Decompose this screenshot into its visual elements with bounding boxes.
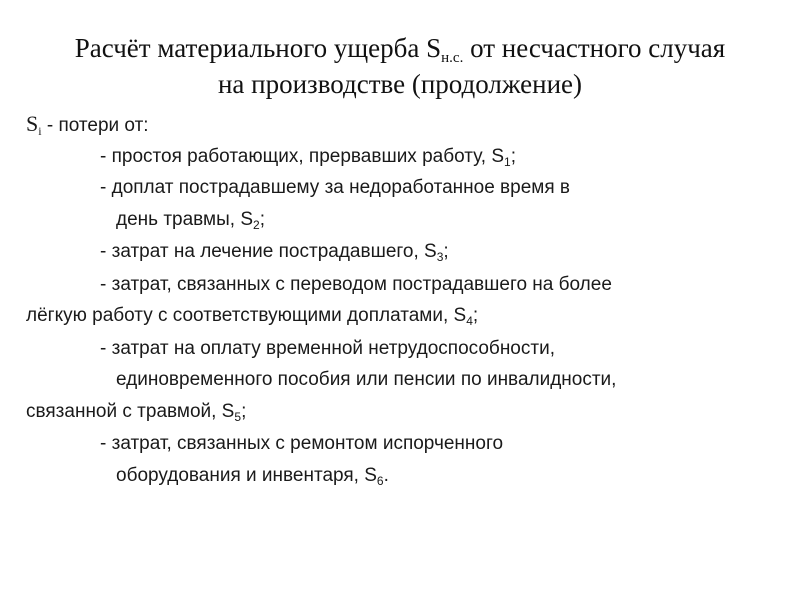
item-2-text: день травмы, S: [116, 209, 253, 230]
item-1-tail: ;: [510, 146, 516, 167]
item-6-subscript: 6: [376, 474, 384, 488]
item-6-tail: .: [383, 465, 389, 486]
item-3-tail: ;: [443, 241, 449, 262]
intro-text: - потери от:: [41, 115, 149, 136]
list-item-1: [100, 145, 516, 169]
intro-symbol: S: [26, 111, 39, 136]
list-item-3: [100, 240, 449, 264]
list-item-6-line-1: - затрат, связанных с ремонтом испорченного: [100, 433, 504, 454]
title-line-2: на производстве (продолжение): [217, 69, 583, 99]
title-subscript: н.с.: [441, 50, 464, 66]
title-suffix: от несчастного случая: [463, 33, 726, 63]
title-line-1: [20, 30, 780, 66]
intro-subscript: i: [38, 124, 42, 138]
item-4-text: лёгкую работу с соответствующими доплатами, S: [26, 305, 467, 326]
item-3-text: - затрат на лечение пострадавшего, S: [100, 241, 437, 262]
item-4-tail: ;: [472, 305, 479, 326]
item-4-subscript: 4: [466, 314, 473, 328]
item-3-subscript: 3: [436, 250, 444, 264]
item-5-tail: ;: [241, 401, 247, 422]
item-6-text: оборудования и инвентаря, S: [116, 465, 377, 486]
intro-line: [26, 112, 149, 138]
item-1-subscript: 1: [504, 155, 511, 169]
list-item-4-line-1: - затрат, связанных с переводом пострадавшего на более: [100, 274, 612, 295]
item-2-subscript: 2: [253, 218, 260, 232]
item-2-tail: ;: [259, 209, 265, 230]
list-item-5-line-1: - затрат на оплату временной нетрудоспособности,: [100, 338, 555, 359]
list-item-5-line-3: [26, 400, 246, 424]
list-item-2-line-1: - доплат пострадавшему за недоработанное время в: [100, 177, 570, 198]
item-5-subscript: 5: [234, 410, 242, 424]
list-item-5-line-2: единовременного пособия или пенсии по инвалидности,: [116, 369, 617, 390]
item-1-text: - простоя работающих, прервавших работу, S: [100, 146, 505, 167]
list-item-4-line-2: [26, 304, 478, 328]
list-item-2-line-2: [116, 208, 265, 232]
item-5-text: связанной с травмой, S: [26, 401, 235, 422]
title-prefix: Расчёт материального ущерба S: [74, 33, 442, 63]
page-title: [20, 30, 780, 102]
list-item-6-line-2: [116, 464, 389, 488]
